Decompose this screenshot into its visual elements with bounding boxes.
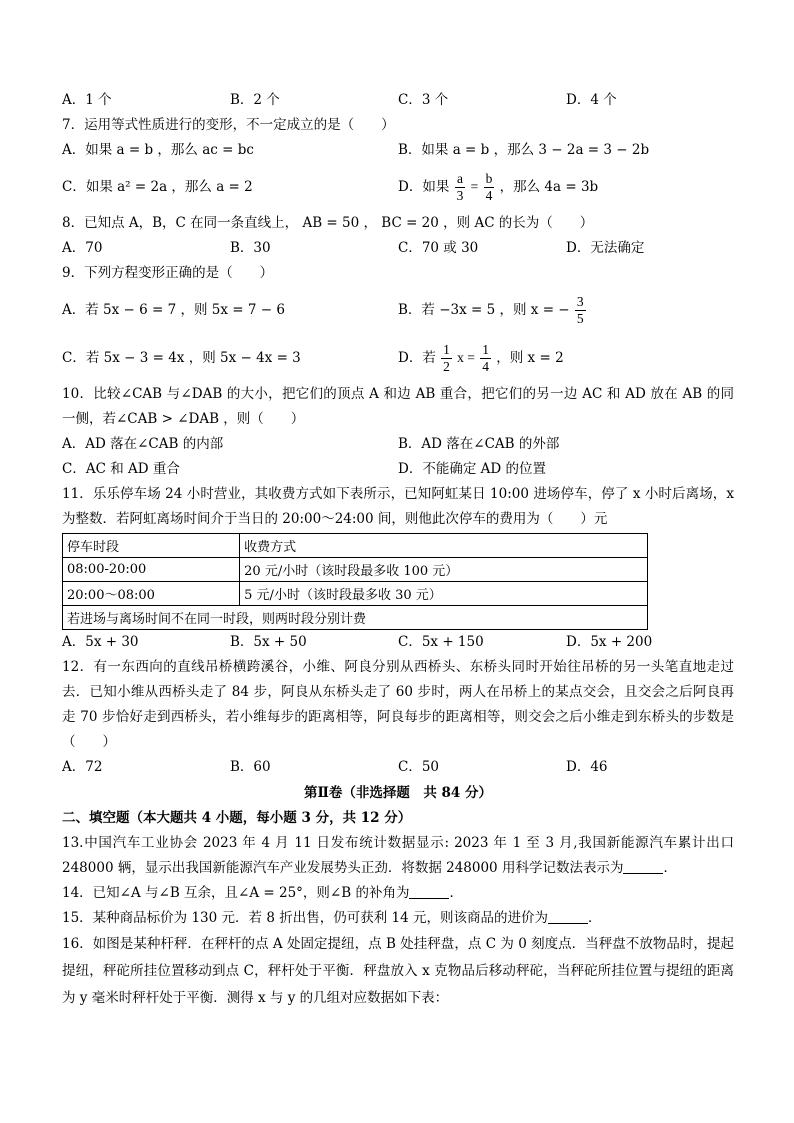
q8-option-a: A．70 (62, 240, 103, 256)
table-header-cell: 收费方式 (240, 534, 648, 558)
answer-blank[interactable] (548, 909, 588, 924)
numerator: 1 (443, 342, 450, 357)
answer-blank[interactable] (623, 859, 663, 874)
q11-option-a: A．5x + 30 (62, 634, 139, 650)
answer-blank[interactable] (409, 884, 449, 899)
q8-stem: 8．已知点 A，B，C 在同一条直线上， AB = 50 ， BC = 20 ，则 AC 的长为（ ） (62, 215, 594, 231)
q10-option-d: D．不能确定 AD 的位置 (398, 461, 546, 477)
q11-stem: 11．乐乐停车场 24 小时营业，其收费方式如下表所示，已知阿虹某日 10:00 进场停车，停了 x 小时后离场，x 为整数．若阿虹离场时间介于当日的 20:00～24:00 间，则他此次停车的费用为（ ）元 (62, 486, 734, 527)
numerator: 1 (482, 342, 489, 357)
q7-options-ab (62, 138, 734, 163)
q9-d-fraction-2 (480, 342, 491, 375)
q16-stem: 16．如图是某种杆秤．在秤杆的点 A 处固定提纽，点 B 处挂秤盘，点 C 为 0 刻度点．当秤盘不放物品时，提起提纽，秤砣所挂位置移动到点 C，秤杆处于平衡．秤盘放入 x 克物品后移动秤砣，当秤砣所挂位置与提纽的距离为 y 毫米时秤杆处于平衡．测得 x 与 y 的几组对应数据如下表： (62, 936, 734, 1006)
q14-end: ． (449, 885, 463, 901)
q12-option-a: A．72 (62, 759, 103, 775)
table-cell: 20 元/小时（该时段最多收 100 元） (240, 558, 648, 582)
table-header-row (63, 534, 648, 558)
q15-end: ． (587, 910, 602, 926)
option-d: D．4 个 (566, 92, 617, 108)
q9-option-c: C．若 5x − 3 = 4x ，则 5x − 4x = 3 (62, 350, 301, 366)
q7-d-prefix: D．如果 (398, 179, 450, 195)
q12-stem: 12．有一东西向的直线吊桥横跨溪谷，小维、阿良分别从西桥头、东桥头同时开始往吊桥的另一头笔直地走过去．已知小维从西桥头走了 84 步，阿良从东桥头走了 60 步时，两人在吊桥上的某点交会，且交会之后阿良再走 70 步恰好走到西桥头，若小维每步的距离相等，阿良每步的距离相等，则交会之后小维走到东桥头的步数是（ ） (62, 659, 734, 750)
q7-options-cd (62, 163, 734, 211)
q9-d-fraction-1 (441, 342, 452, 375)
denominator: 4 (485, 188, 493, 203)
q15-text: 15．某种商品标价为 130 元．若 8 折出售，仍可获利 14 元，则该商品的进价为 (62, 910, 548, 926)
q7-option-b: B．如果 a = b ，那么 3 − 2a = 3 − 2b (398, 142, 650, 158)
option-c: C．3 个 (398, 92, 449, 108)
denominator: 3 (456, 188, 464, 203)
part-title: 二、填空题（本大题共 4 小题，每小题 3 分，共 12 分） (62, 810, 412, 826)
q11-option-c: C．5x + 150 (398, 634, 484, 650)
table-note-row (63, 606, 648, 630)
q6-options (62, 88, 734, 113)
q9-options-cd (62, 334, 734, 382)
numerator: a (455, 171, 466, 188)
denominator: 2 (443, 359, 450, 374)
q8-option-d: D．无法确定 (566, 240, 645, 256)
q9-d-prefix: D．若 (398, 350, 436, 366)
q8-option-b: B．30 (230, 240, 271, 256)
table-header-cell: 停车时段 (63, 534, 240, 558)
q12-option-c: C．50 (398, 759, 440, 775)
q10-option-a: A．AD 落在∠CAB 的内部 (62, 436, 224, 452)
option-b: B．2 个 (230, 92, 280, 108)
q7-d-suffix: ，那么 4a = 3b (499, 179, 599, 195)
numerator: 3 (576, 294, 584, 309)
q7-option-d (398, 163, 598, 211)
q13-end: ． (663, 860, 677, 876)
denominator: 5 (576, 311, 584, 326)
q12-option-b: B．60 (230, 759, 271, 775)
q10-option-b: B．AD 落在∠CAB 的外部 (398, 436, 560, 452)
table-cell: 08:00-20:00 (63, 558, 240, 582)
q9-option-b (398, 286, 587, 334)
q9-d-middle: x = (457, 350, 475, 365)
q7-stem: 7．运用等式性质进行的变形，不一定成立的是（ ） (62, 117, 395, 133)
q11-option-b: B．5x + 50 (230, 634, 307, 650)
q8-options (62, 236, 734, 261)
q7-option-c: C．如果 a² = 2a ，那么 a = 2 (62, 179, 253, 195)
q9-option-d (398, 334, 564, 382)
q9-options-ab (62, 286, 734, 334)
table-cell: 5 元/小时（该时段最多收 30 元） (240, 582, 648, 606)
table-note: 若进场与离场时间不在同一时段，则两时段分别计费 (63, 606, 648, 630)
q7-option-a: A．如果 a = b ，那么 ac = bc (62, 142, 254, 158)
table-row (63, 582, 648, 606)
q14 (62, 881, 734, 906)
q14-text: 14．已知∠A 与∠B 互余，且∠A = 25°，则∠B 的补角为 (62, 885, 410, 901)
q8-option-c: C．70 或 30 (398, 240, 479, 256)
q10-option-c: C．AC 和 AD 重合 (62, 461, 180, 477)
q11-option-d: D．5x + 200 (566, 634, 653, 650)
denominator: 4 (482, 359, 489, 374)
q10-options-cd (62, 457, 734, 482)
q9-option-a: A．若 5x − 6 = 7 ，则 5x = 7 − 6 (62, 302, 285, 318)
table-cell: 20:00～08:00 (63, 582, 240, 606)
option-a: A．1 个 (62, 92, 112, 108)
q7-d-fraction-2 (484, 171, 495, 204)
q9-stem: 9．下列方程变形正确的是（ ） (62, 265, 274, 281)
q10-options-ab (62, 432, 734, 457)
q12-option-d: D．46 (566, 759, 608, 775)
section-title: 第Ⅱ卷（非选择题 共 84 分） (303, 785, 493, 801)
q15 (62, 906, 734, 931)
q9-d-suffix: ，则 x = 2 (496, 350, 564, 366)
numerator: b (485, 171, 493, 186)
q13 (62, 831, 734, 881)
q11-options (62, 630, 734, 655)
q13-text: 13.中国汽车工业协会 2023 年 4 月 11 日发布统计数据显示: 2023 年 1 至 3 月,我国新能源汽车累计出口 248000 辆，显示出我国新能源汽车产业发展势头正劲．将数据 248000 用科学记数法表示为 (62, 835, 734, 876)
q9-b-prefix: B．若 −3x = 5 ，则 x = − (398, 302, 570, 318)
q12-options (62, 755, 734, 780)
q7-d-fraction-1 (455, 171, 466, 204)
parking-fee-table (62, 533, 648, 630)
q10-stem: 10．比较∠CAB 与∠DAB 的大小，把它们的顶点 A 和边 AB 重合，把它们的另一边 AC 和 AD 放在 AB 的同一侧，若∠CAB > ∠DAB ，则（ ） (62, 386, 734, 427)
table-row (63, 558, 648, 582)
q9-b-fraction (575, 294, 586, 327)
equals-sign: = (470, 179, 479, 194)
exam-page (62, 88, 734, 1012)
